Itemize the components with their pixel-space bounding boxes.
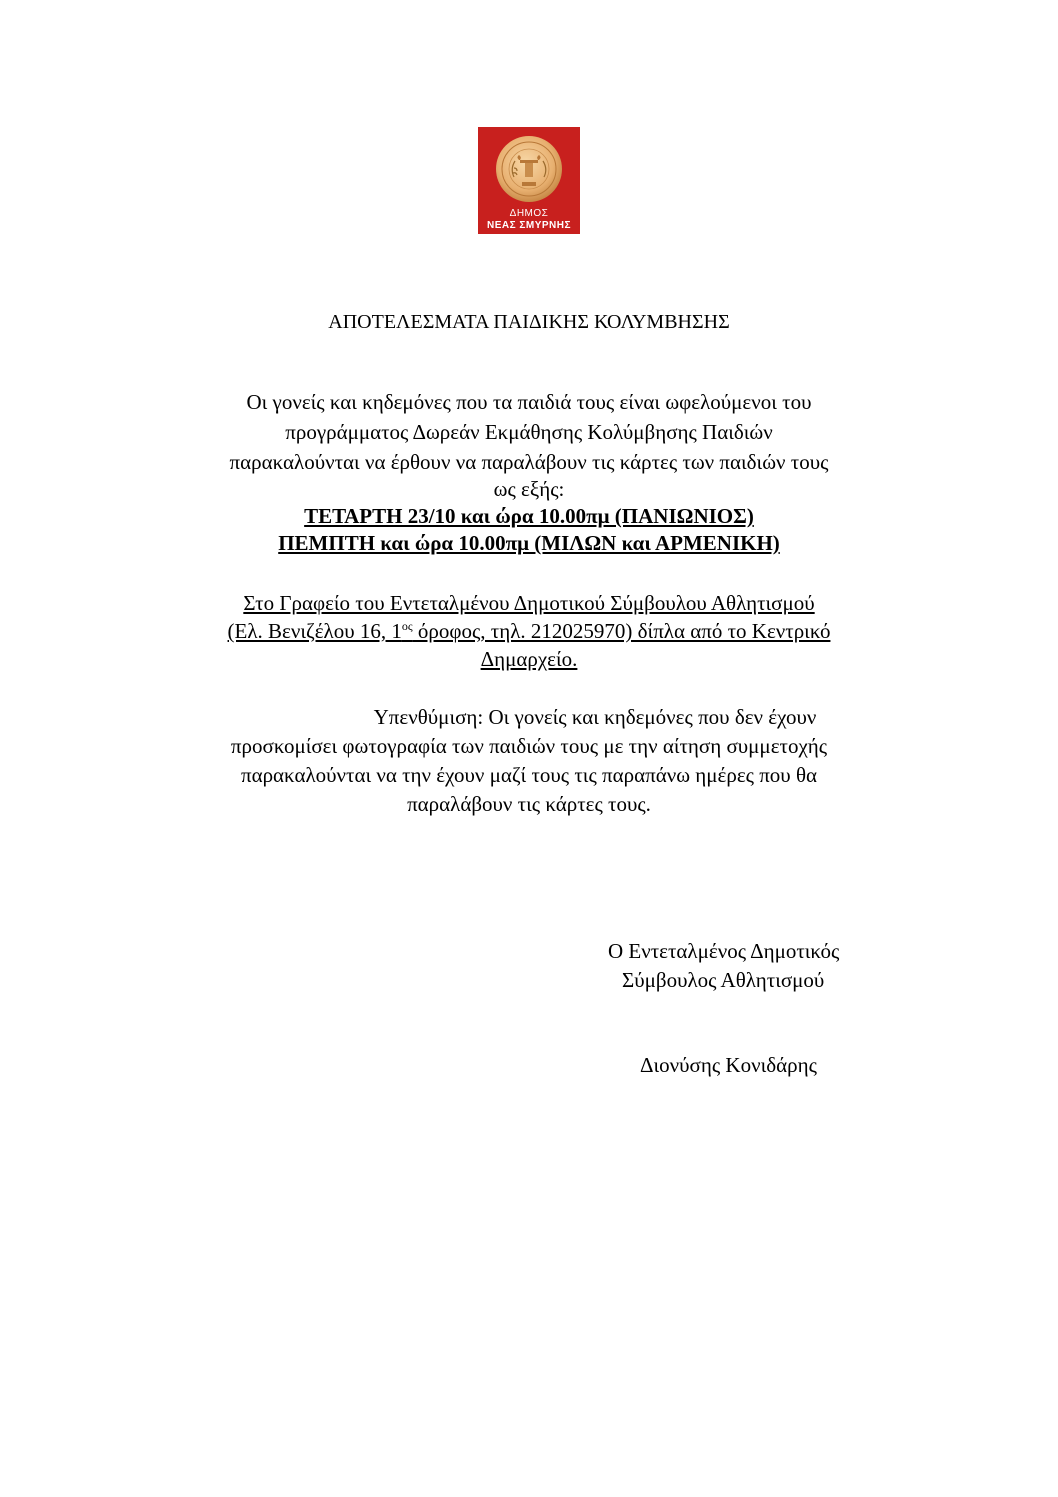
location-line-2	[0, 618, 1058, 644]
schedule-line-1: ΤΕΤΑΡΤΗ 23/10 και ώρα 10.00πμ (ΠΑΝΙΩΝΙΟΣ)	[304, 504, 754, 528]
signature-name: Διονύσης Κονιδάρης	[640, 1053, 817, 1077]
intro-line-4: ως εξής:	[493, 477, 565, 501]
intro-line-3: παρακαλούνται να έρθουν να παραλάβουν τις κάρτες των παιδιών τους	[229, 450, 829, 474]
reminder-line-3: παρακαλούνται να την έχουν μαζί τους τις παραπάνω ημέρες που θα	[240, 763, 818, 787]
location-line-1: Στο Γραφείο του Εντεταλμένου Δημοτικού Σύμβουλου Αθλητισμού	[243, 591, 815, 615]
logo-text-municipality: ΔΗΜΟΣ	[509, 208, 549, 219]
municipality-logo	[478, 127, 580, 234]
location-line-3: Δημαρχείο.	[480, 647, 578, 671]
document-title: ΑΠΟΤΕΛΕΣΜΑΤΑ ΠΑΙΔΙΚΗΣ ΚΟΛΥΜΒΗΣΗΣ	[328, 311, 730, 333]
intro-line-1: Οι γονείς και κηδεμόνες που τα παιδιά τους είναι ωφελούμενοι του	[246, 390, 812, 414]
reminder-line-2: προσκομίσει φωτογραφία των παιδιών τους με την αίτηση συμμετοχής	[230, 734, 828, 758]
logo-text-city: ΝΕΑΣ ΣΜΥΡΝΗΣ	[486, 220, 571, 231]
schedule-line-2: ΠΕΜΠΤΗ και ώρα 10.00πμ (ΜΙΛΩΝ και ΑΡΜΕΝΙΚΗ)	[278, 531, 780, 555]
signature-role-line-1: Ο Εντεταλμένος Δημοτικός	[608, 939, 840, 963]
intro-line-2: προγράμματος Δωρεάν Εκμάθησης Κολύμβησης Παιδιών	[285, 420, 773, 444]
reminder-line-4: παραλάβουν τις κάρτες τους.	[407, 792, 651, 816]
signature-role-line-2: Σύμβουλος Αθλητισμού	[622, 968, 825, 992]
reminder-line-1: Υπενθύμιση: Οι γονείς και κηδεμόνες που δεν έχουν	[373, 705, 817, 729]
location-floor-superscript: ος	[401, 619, 413, 633]
location-address-end: όροφος, τηλ. 212025970) δίπλα από το Κεντρικό	[412, 619, 831, 643]
location-address-start: (Ελ. Βενιζέλου 16, 1	[227, 619, 402, 643]
